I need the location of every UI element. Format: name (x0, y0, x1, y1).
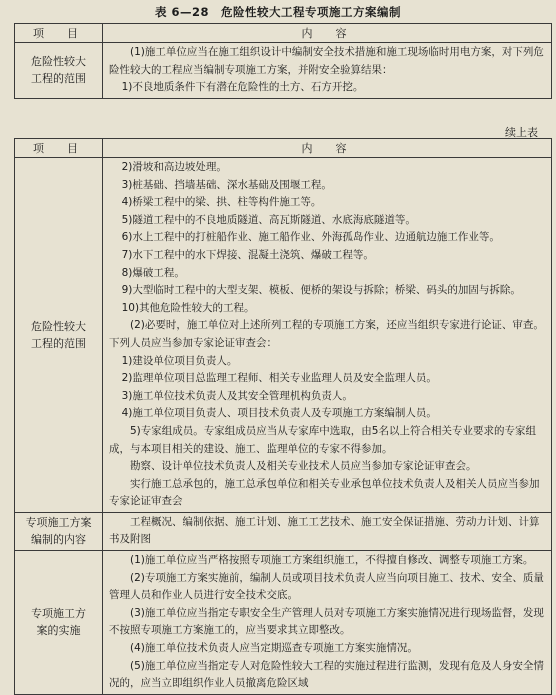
content-paragraph: (1)施工单位应当在施工组织设计中编制安全技术措施和施工现场临时用电方案，对下列危险性较大的工程应当编制专项施工方案，并附安全验算结果： (109, 46, 544, 76)
row-label-line: 编制的内容 (31, 533, 86, 547)
content-paragraph: 1)建设单位项目负责人。 (121, 354, 238, 367)
row-label (15, 551, 103, 695)
table-1 (14, 23, 552, 99)
row-label-line: 专项施工方 (31, 607, 86, 621)
header-content: 内 容 (103, 24, 552, 43)
table-caption: 表 6—28 危险性较大工程专项施工方案编制 (154, 5, 401, 19)
table-2 (14, 138, 552, 695)
row-label-line: 案的实施 (36, 624, 81, 638)
content-paragraph: (1)施工单位应当严格按照专项施工方案组织施工，不得擅自修改、调整专项施工方案。 (130, 554, 534, 567)
continued-label: 续上表 (505, 126, 538, 139)
content-paragraph: 9)大型临时工程中的大型支架、模板、便桥的架设与拆除；桥梁、码头的加固与拆除。 (121, 284, 521, 297)
content-paragraph: 3)桩基础、挡墙基础、深水基础及围堰工程。 (121, 178, 332, 191)
header-content: 内 容 (103, 139, 552, 158)
row-content (103, 551, 552, 695)
content-paragraph: (5)施工单位应当指定专人对危险性较大工程的实施过程进行监测，发现有危及人身安全情况的，应当立即组织作业人员撤离危险区域 (109, 659, 544, 690)
content-paragraph: 4)桥梁工程中的梁、拱、柱等构件施工等。 (121, 196, 322, 209)
content-paragraph: 2)滑坡和高边坡处理。 (121, 161, 227, 173)
content-paragraph: 8)爆破工程。 (121, 266, 185, 279)
content-paragraph: (2)专项施工方案实施前，编制人员或项目技术负责人应当向项目施工、技术、安全、质量管理人员和作业人员进行安全技术交底。 (109, 571, 544, 602)
table-row (15, 551, 552, 695)
table-1-body (15, 43, 552, 99)
content-paragraph: (2)必要时，施工单位对上述所列工程的专项施工方案，还应当组织专家进行论证、审查。下列人员应当参加专家论证审查会： (109, 319, 544, 349)
content-paragraph: 4)施工单位项目负责人、项目技术负责人及专项施工方案编制人员。 (121, 407, 437, 420)
row-label (15, 512, 103, 550)
row-label (15, 158, 103, 513)
row-label-line: 专项施工方案 (25, 516, 92, 530)
table-row (15, 158, 552, 513)
table-row (15, 512, 552, 550)
table-header-row (15, 139, 552, 158)
content-paragraph: (3)施工单位应当指定专职安全生产管理人员对专项施工方案实施情况进行现场监督，发现不按照专项施工方案施工的，应当要求其立即整改。 (109, 606, 544, 637)
row-label-line: 工程的范围 (31, 72, 86, 86)
content-paragraph: 勘察、设计单位技术负责人及相关专业技术人员应当参加专家论证审查会。 (130, 460, 477, 473)
row-content (103, 43, 552, 99)
table-2-body (15, 158, 552, 695)
content-paragraph: 3)施工单位技术负责人及其安全管理机构负责人。 (121, 389, 353, 402)
content-paragraph: 5)隧道工程中的不良地质隧道、高瓦斯隧道、水底海底隧道等。 (121, 213, 416, 226)
row-label-line: 危险性较大 (31, 319, 86, 333)
content-paragraph: 10)其他危险性较大的工程。 (121, 301, 255, 314)
row-content (103, 512, 552, 550)
content-paragraph: 2)监理单位项目总监理工程师、相关专业监理人员及安全监理人员。 (121, 372, 437, 385)
content-paragraph: 7)水下工程中的水下焊接、混凝土浇筑、爆破工程等。 (121, 248, 374, 261)
content-paragraph: 1)不良地质条件下有潜在危险性的土方、石方开挖。 (121, 81, 364, 93)
content-paragraph: 工程概况、编制依据、施工计划、施工工艺技术、施工安全保证措施、劳动力计划、计算书及附图 (109, 515, 540, 546)
row-content (103, 158, 552, 513)
header-item: 项 目 (15, 139, 103, 158)
content-paragraph: 6)水上工程中的打桩船作业、施工船作业、外海孤岛作业、边通航边施工作业等。 (121, 231, 500, 244)
row-label-line: 危险性较大 (31, 55, 86, 69)
content-paragraph: 5)专家组成员。专家组成员应当从专家库中选取，由5名以上符合相关专业要求的专家组成，与本项目相关的建设、施工、监理单位的专家不得参加。 (109, 424, 536, 455)
row-label (15, 43, 103, 99)
header-item: 项 目 (15, 24, 103, 43)
content-paragraph: (4)施工单位技术负责人应当定期巡查专项施工方案实施情况。 (130, 642, 418, 655)
table-header-row (15, 24, 552, 43)
row-label-line: 工程的范围 (31, 336, 86, 350)
table-row (15, 43, 552, 99)
content-paragraph: 实行施工总承包的，施工总承包单位和相关专业承包单位技术负责人及相关人员应当参加专家论证审查会 (109, 477, 540, 508)
